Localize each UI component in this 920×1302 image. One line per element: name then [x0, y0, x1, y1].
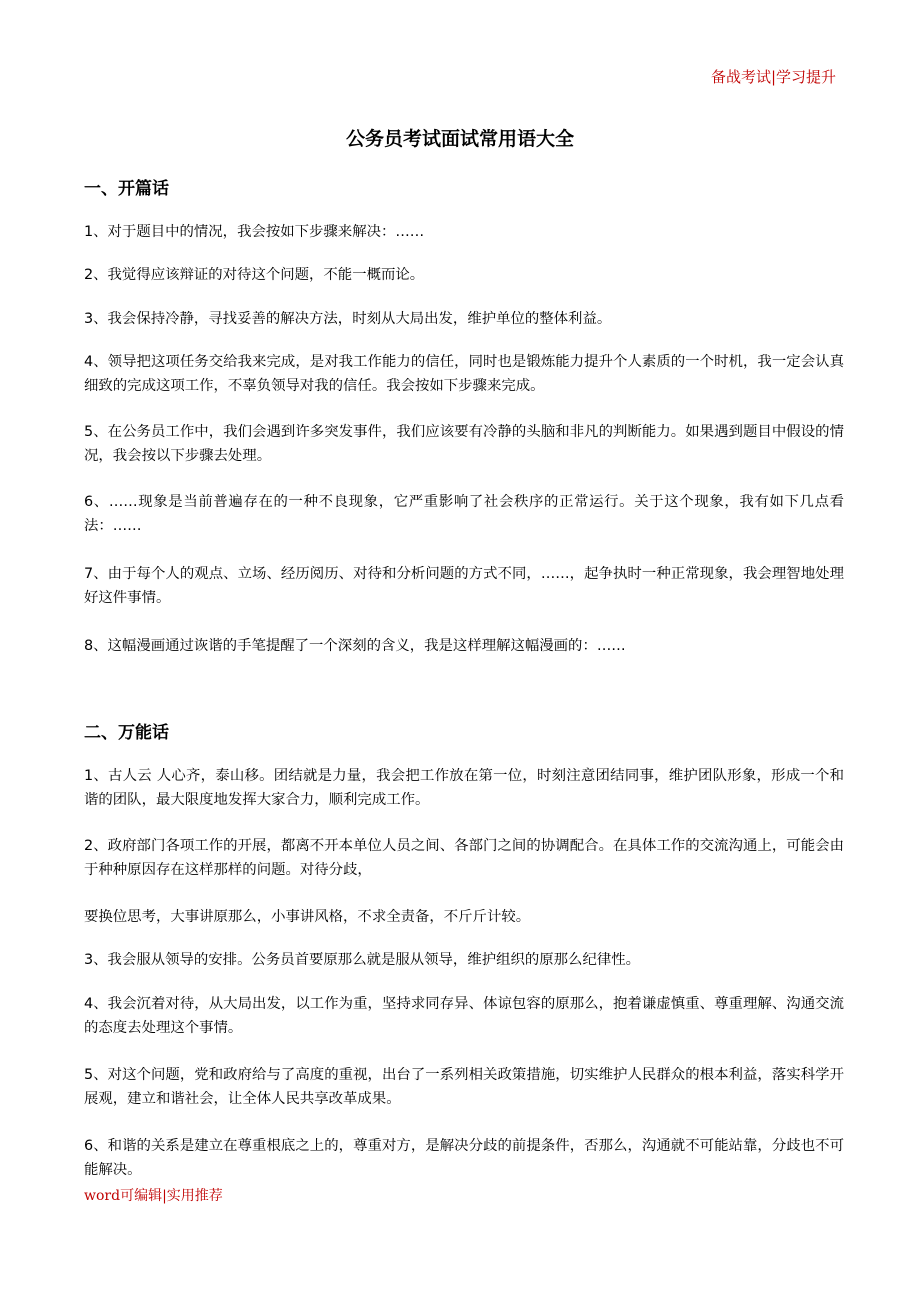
list-item: 2、我觉得应该辩证的对待这个问题，不能一概而论。 — [84, 267, 425, 283]
footer-note: word可编辑|实用推荐 — [84, 1188, 223, 1204]
paragraph — [84, 263, 844, 287]
header-note: 备战考试|学习提升 — [710, 68, 836, 86]
document-title: 公务员考试面试常用语大全 — [345, 128, 574, 150]
list-item: 要换位思考，大事讲原那么，小事讲风格，不求全责备，不斤斤计较。 — [84, 909, 531, 925]
list-item: 5、在公务员工作中，我们会遇到许多突发事件，我们应该要有冷静的头脑和非凡的判断能力。如果遇到题目中假设的情况，我会按以下步骤去处理。 — [84, 424, 844, 464]
paragraph — [84, 490, 844, 538]
list-item: 4、我会沉着对待，从大局出发，以工作为重，坚持求同存异、体谅包容的原那么，抱着谦虚慎重、尊重理解、沟通交流的态度去处理这个事情。 — [84, 996, 844, 1036]
list-item: 3、我会服从领导的安排。公务员首要原那么就是服从领导，维护组织的原那么纪律性。 — [84, 952, 641, 968]
list-item: 4、领导把这项任务交给我来完成，是对我工作能力的信任，同时也是锻炼能力提升个人素质的一个时机，我一定会认真细致的完成这项工作，不辜负领导对我的信任。我会按如下步骤来完成。 — [84, 354, 844, 394]
paragraph — [84, 307, 844, 331]
list-item: 5、对这个问题，党和政府给与了高度的重视，出台了一系列相关政策措施，切实维护人民群众的根本利益，落实科学开展观，建立和谐社会，让全体人民共享改革成果。 — [84, 1067, 844, 1107]
list-item: 6、和谐的关系是建立在尊重根底之上的，尊重对方，是解决分歧的前提条件，否那么，沟通就不可能站靠，分歧也不可能解决。 — [84, 1138, 844, 1178]
paragraph — [84, 948, 844, 972]
list-item: 1、古人云 人心齐，泰山移。团结就是力量，我会把工作放在第一位，时刻注意团结同事，维护团队形象，形成一个和谐的团队，最大限度地发挥大家合力，顺利完成工作。 — [84, 768, 844, 808]
paragraph — [84, 220, 844, 244]
paragraph — [84, 420, 844, 468]
paragraph — [84, 905, 844, 929]
paragraph — [84, 834, 844, 882]
section-heading-universal — [84, 720, 844, 746]
list-item: 6、……现象是当前普遍存在的一种不良现象，它严重影响了社会秩序的正常运行。关于这个现象，我有如下几点看法：…… — [84, 494, 844, 534]
list-item: 2、政府部门各项工作的开展，都离不开本单位人员之间、各部门之间的协调配合。在具体工作的交流沟通上，可能会由于种种原因存在这样那样的问题。对待分歧， — [84, 838, 844, 878]
paragraph — [84, 1134, 844, 1182]
list-item: 8、这幅漫画通过诙谐的手笔提醒了一个深刻的含义，我是这样理解这幅漫画的：…… — [84, 638, 626, 654]
section-heading: 一、开篇话 — [84, 179, 169, 199]
paragraph — [84, 1063, 844, 1111]
section-heading: 二、万能话 — [84, 723, 169, 743]
paragraph — [84, 634, 844, 658]
list-item: 7、由于每个人的观点、立场、经历阅历、对待和分析问题的方式不同，……，起争执时一种正常现象，我会理智地处理好这件事情。 — [84, 566, 844, 606]
list-item: 1、对于题目中的情况，我会按如下步骤来解决：…… — [84, 224, 425, 240]
paragraph — [84, 562, 844, 610]
paragraph — [84, 992, 844, 1040]
list-item: 3、我会保持冷静，寻找妥善的解决方法，时刻从大局出发，维护单位的整体利益。 — [84, 311, 612, 327]
paragraph — [84, 764, 844, 812]
section-heading-opening — [84, 176, 844, 202]
paragraph — [84, 350, 844, 398]
